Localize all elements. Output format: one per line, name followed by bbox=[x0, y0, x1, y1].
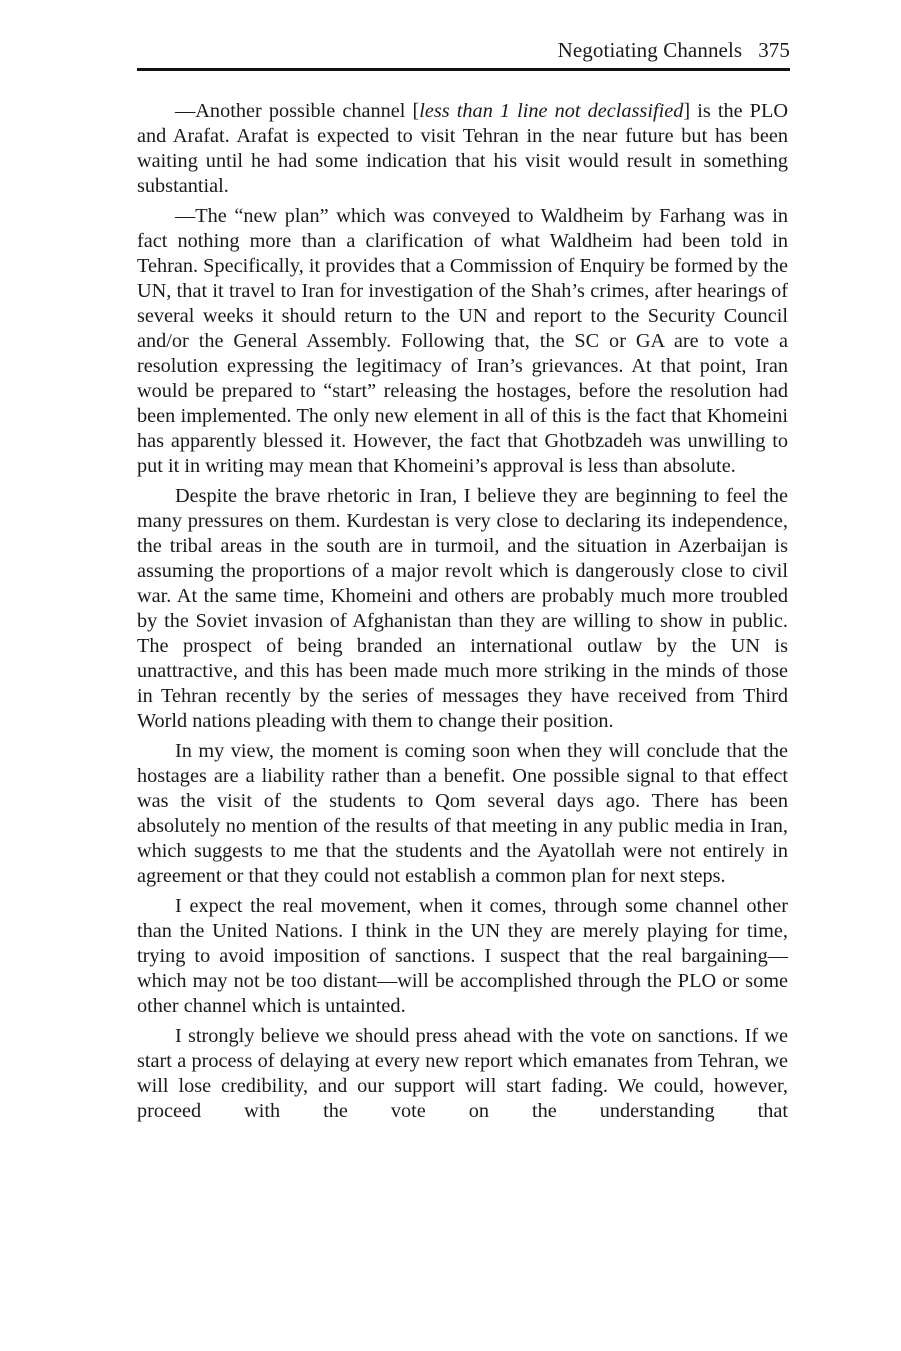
paragraph-real-movement: I expect the real movement, when it comes, through some channel other than the United Nations. I think in the UN they are merely playing for time, trying to avoid imposition of sanctions. I suspect that the real bargaining—which may not be too distant—will be accomplished through the PLO or some other channel which is untainted. bbox=[137, 895, 788, 1017]
redaction-note: less than 1 line not declassified bbox=[419, 100, 684, 122]
paragraph-pressures: Despite the brave rhetoric in Iran, I believe they are beginning to feel the many pressures on them. Kurdestan is very close to declaring its independence, the tribal areas in the south are in turmoil, and the situation in Azerbaijan is assuming the proportions of a major revolt which is dangerously close to civil war. At the same time, Khomeini and others are probably much more troubled by the Soviet invasion of Afghanistan than they are willing to show in public. The prospect of being branded an international outlaw by the UN is unattractive, and this has been made much more striking in the minds of those in Tehran recently by the series of messages they have received from Third World nations pleading with them to change their position. bbox=[137, 485, 788, 732]
paragraph-text: —Another possible channel [ bbox=[175, 100, 420, 122]
paragraph-hostages-liability: In my view, the moment is coming soon when they will conclude that the hostages are a liability rather than a benefit. One possible signal to that effect was the visit of the students to Qom several days ago. There has been absolutely no mention of the results of that meeting in any public media in Iran, which suggests to me that the students and the Ayatollah were not entirely in agreement or that they could not establish a common plan for next steps. bbox=[137, 740, 788, 887]
paragraph-text: ] is the PLO and Arafat. Arafat is expected to visit Tehran in the near future but has been waiting until he had some indication that his visit would result in something substantial. bbox=[137, 100, 788, 197]
header-rule bbox=[137, 68, 790, 71]
page-number: 375 bbox=[758, 38, 790, 62]
paragraph-new-plan: —The “new plan” which was conveyed to Waldheim by Farhang was in fact nothing more than a clarification of what Waldheim had been told in Tehran. Specifically, it provides that a Commission of Enquiry be formed by the UN, that it travel to Iran for investigation of the Shah’s crimes, after hearings of several weeks it should return to the UN and report to the Security Council and/or the General Assembly. Following that, the SC or GA are to vote a resolution expressing the legitimacy of Iran’s grievances. At that point, Iran would be prepared to “start” releasing the hostages, before the resolution had been implemented. The only new element in all of this is the fact that Khomeini has apparently blessed it. However, the fact that Ghotbzadeh was unwilling to put it in writing may mean that Khomeini’s approval is less than absolute. bbox=[137, 205, 788, 477]
paragraph-sanctions-vote: I strongly believe we should press ahead with the vote on sanctions. If we start a process of delaying at every new report which emanates from Tehran, we will lose credibility, and our support will start fading. We could, however, proceed with the vote on the understanding that bbox=[137, 1025, 788, 1122]
running-title: Negotiating Channels bbox=[557, 38, 743, 62]
page-body bbox=[137, 99, 788, 1129]
paragraph-plo-channel bbox=[137, 99, 788, 199]
running-head bbox=[137, 36, 790, 64]
